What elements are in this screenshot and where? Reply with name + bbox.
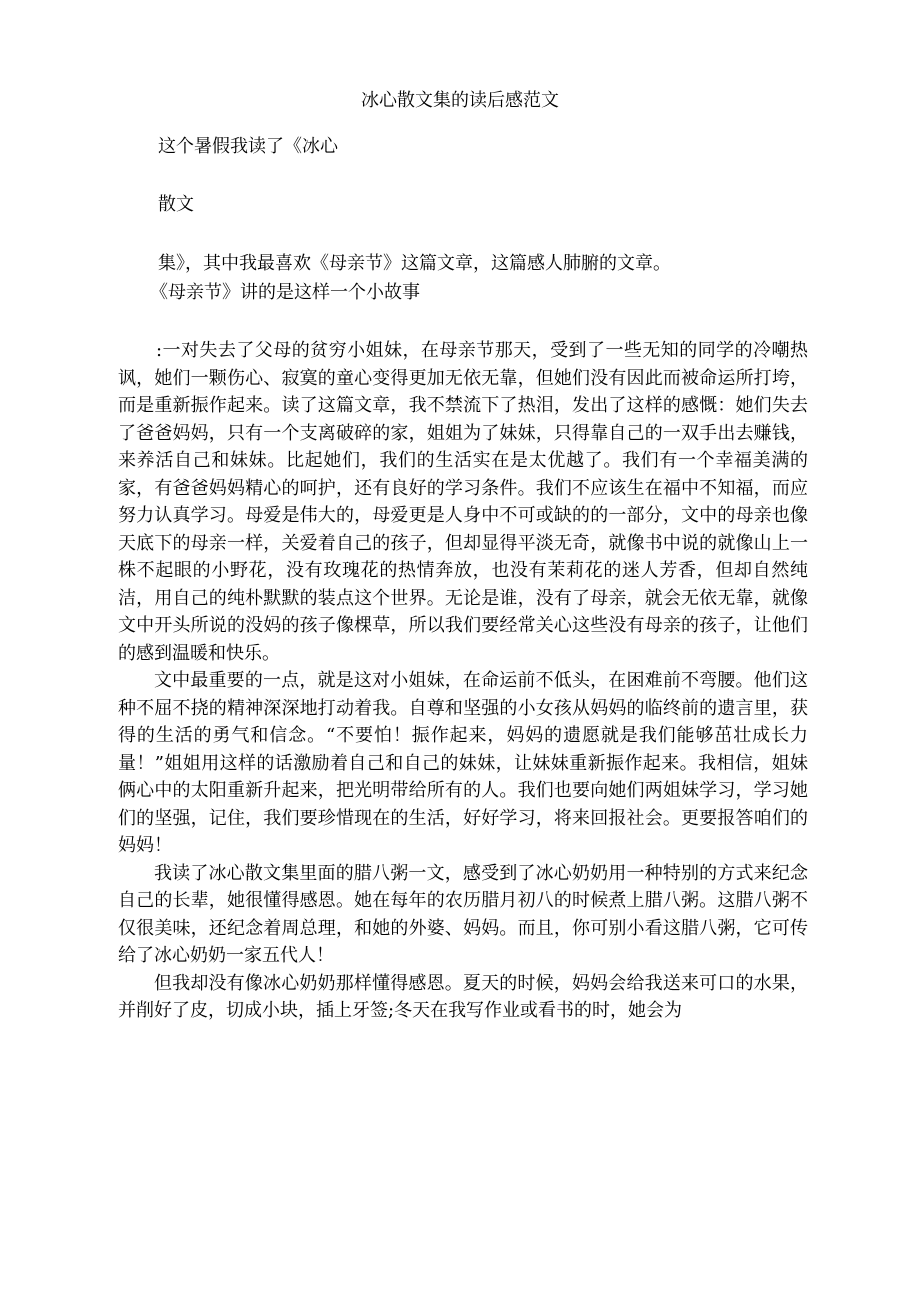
intro-line-2: 散文 xyxy=(158,194,194,215)
intro-line-4: 《母亲节》讲的是这样一个小故事 xyxy=(150,282,420,303)
page-title: 冰心散文集的读后感范文 xyxy=(361,90,559,111)
paragraph: 但我却没有像冰心奶奶那样懂得感恩。夏天的时候，妈妈会给我送来可口的水果，并削好了皮，切成小块，插上牙签;冬天在我写作业或看书的时，她会为 xyxy=(118,972,808,1021)
intro-line-1: 这个暑假我读了《冰心 xyxy=(158,136,338,157)
paragraph: :一对失去了父母的贫穷小姐妹，在母亲节那天，受到了一些无知的同学的冷嘲热讽，她们一颗伤心、寂寞的童心变得更加无依无靠，但她们没有因此而被命运所打垮，而是重新振作起来。读了这篇文章，我不禁流下了热泪，发出了这样的感慨：她们失去了爸爸妈妈，只有一个支离破碎的家，姐姐为了妹妹，只得靠自己的一双手出去赚钱，来养活自己和妹妹。比起她们，我们的生活实在是太优越了。我们有一个幸福美满的家，有爸爸妈妈精心的呵护，还有良好的学习条件。我们不应该生在福中不知福，而应努力认真学习。母爱是伟大的，母爱更是人身中不可或缺的的一部分，文中的母亲也像天底下的母亲一样，关爱着自己的孩子，但却显得平淡无奇，就像书中说的就像山上一株不起眼的小野花，没有玫瑰花的热情奔放，也没有茉莉花的迷人芳香，但却自然纯洁，用自己的纯朴默默的装点这个世界。无论是谁，没有了母亲，就会无依无靠，就像文中开头所说的没妈的孩子像棵草，所以我们要经常关心这些没有母亲的孩子，让他们的感到温暖和快乐。 xyxy=(118,340,808,664)
paragraph: 我读了冰心散文集里面的腊八粥一文，感受到了冰心奶奶用一种特别的方式来纪念自己的长辈，她很懂得感恩。她在每年的农历腊月初八的时候煮上腊八粥。这腊八粥不仅很美味，还纪念着周总理，和她的外婆、妈妈。而且，你可别小看这腊八粥，它可传给了冰心奶奶一家五代人！ xyxy=(118,862,808,966)
paragraph: 文中最重要的一点，就是这对小姐妹，在命运前不低头，在困难前不弯腰。他们这种不屈不挠的精神深深地打动着我。自尊和坚强的小女孩从妈妈的临终前的遗言里，获得的生活的勇气和信念。“不要怕！振作起来，妈妈的遗愿就是我们能够茁壮成长力量！”姐姐用这样的话激励着自己和自己的妹妹，让妹妹重新振作起来。我相信，姐妹俩心中的太阳重新升起来，把光明带给所有的人。我们也要向她们两姐妹学习，学习她们的坚强，记住，我们要珍惜现在的生活，好好学习，将来回报社会。更要报答咱们的妈妈！ xyxy=(118,670,808,856)
intro-line-3: 集》，其中我最喜欢《母亲节》这篇文章，这篇感人肺腑的文章。 xyxy=(158,253,671,274)
body-text xyxy=(118,337,808,1025)
